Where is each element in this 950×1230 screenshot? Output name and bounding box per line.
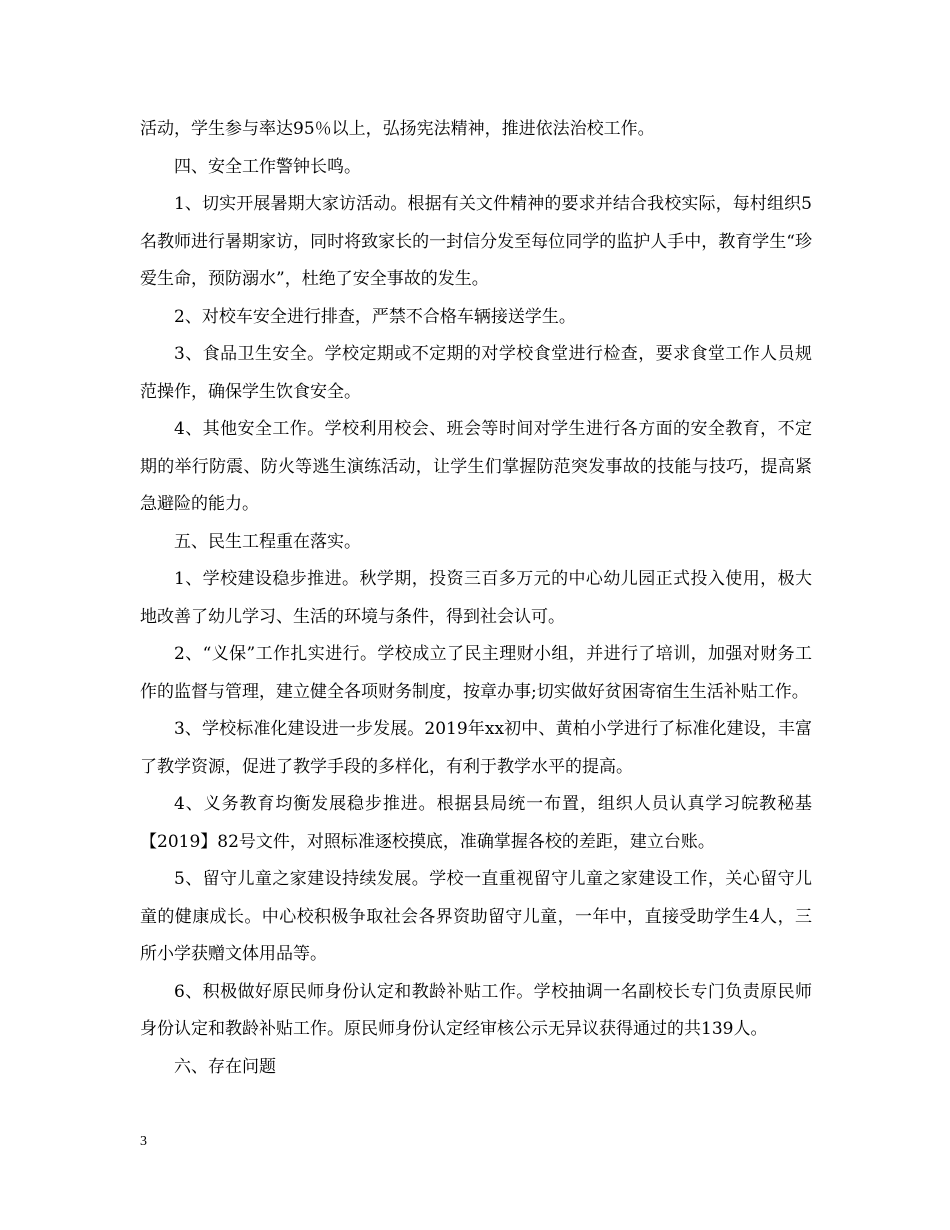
paragraph-yibao: 2、“义保”工作扎实进行。学校成立了民主理财小组，并进行了培训，加强对财务工作的监督与管理，建立健全各项财务制度，按章办事;切实做好贫困寄宿生生活补贴工作。 xyxy=(140,644,812,702)
section-heading-problems: 六、存在问题 xyxy=(174,1056,276,1077)
paragraph-teacher-subsidy: 6、积极做好原民师身份认定和教龄补贴工作。学校抽调一名副校长专门负责原民师身份认定和教龄补贴工作。原民师身份认定经审核公示无异议获得通过的共139人。 xyxy=(140,981,812,1039)
section-heading-safety: 四、安全工作警钟长鸣。 xyxy=(174,156,361,177)
paragraph-left-behind-children: 5、留守儿童之家建设持续发展。学校一直重视留守儿童之家建设工作，关心留守儿童的健康成长。中心校积极争取社会各界资助留守儿童，一年中，直接受助学生4人，三所小学获赠文体用品等。 xyxy=(140,869,812,964)
paragraph-school-construction: 1、学校建设稳步推进。秋学期，投资三百多万元的中心幼儿园正式投入使用，极大地改善了幼儿学习、生活的环境与条件，得到社会认可。 xyxy=(140,569,812,627)
paragraph-food-safety: 3、食品卫生安全。学校定期或不定期的对学校食堂进行检查，要求食堂工作人员规范操作，确保学生饮食安全。 xyxy=(140,344,812,402)
paragraph-school-bus: 2、对校车安全进行排查，严禁不合格车辆接送学生。 xyxy=(174,306,576,327)
document-body xyxy=(140,111,812,1086)
paragraph-standardization: 3、学校标准化建设进一步发展。2019年xx初中、黄柏小学进行了标准化建设，丰富了教学资源，促进了教学手段的多样化，有利于教学水平的提高。 xyxy=(140,719,812,777)
paragraph-home-visits: 1、切实开展暑期大家访活动。根据有关文件精神的要求并结合我校实际，每村组织5名教师进行暑期家访，同时将致家长的一封信分发至每位同学的监护人手中，教育学生“珍爱生命，预防溺水”，杜绝了安全事故的发生。 xyxy=(140,194,812,289)
paragraph-other-safety: 4、其他安全工作。学校利用校会、班会等时间对学生进行各方面的安全教育，不定期的举行防震、防火等逃生演练活动，让学生们掌握防范突发事故的技能与技巧，提高紧急避险的能力。 xyxy=(140,419,812,514)
section-heading-livelihood: 五、民生工程重在落实。 xyxy=(174,531,361,552)
page-number: 3 xyxy=(140,1134,147,1149)
paragraph-continuation: 活动，学生参与率达95％以上，弘扬宪法精神，推进依法治校工作。 xyxy=(140,119,655,139)
paragraph-balanced-development: 4、义务教育均衡发展稳步推进。根据县局统一布置，组织人员认真学习皖教秘基【2019】82号文件，对照标准逐校摸底，准确掌握各校的差距，建立台账。 xyxy=(140,794,812,852)
